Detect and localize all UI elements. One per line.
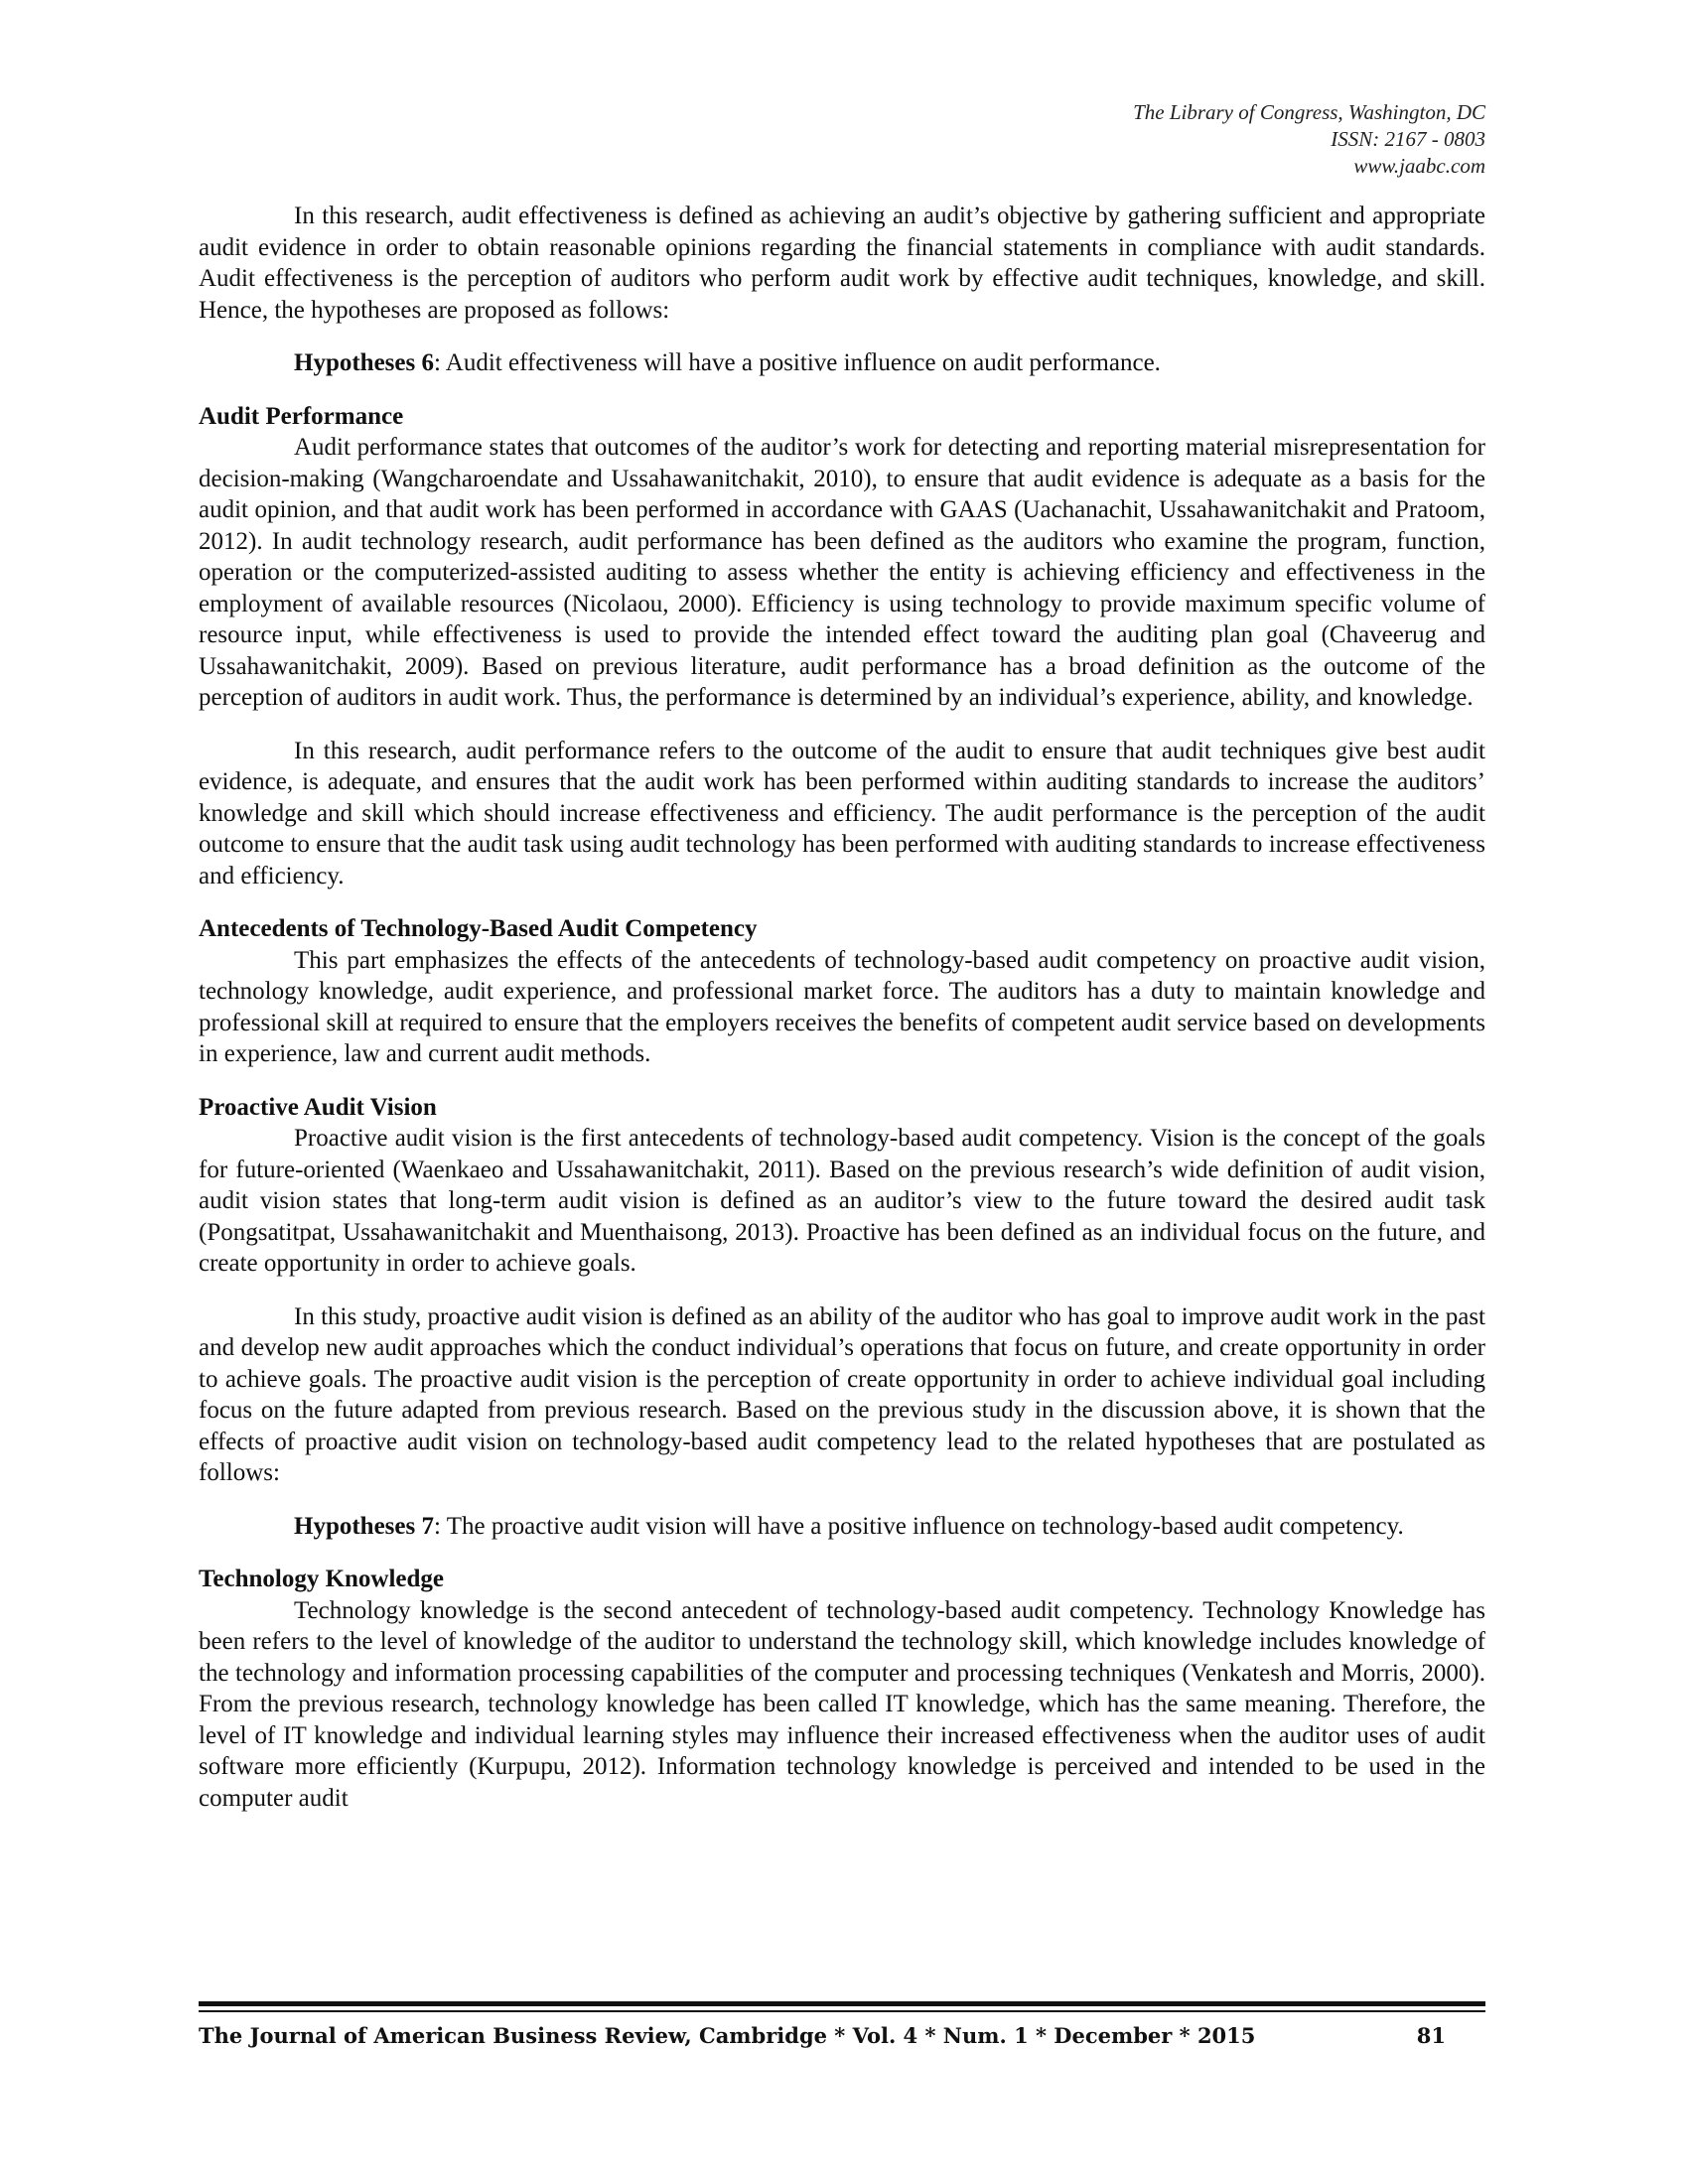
paragraph-audit-performance: Audit performance states that outcomes of the auditor’s work for detecting and reporting material misrepresentation for decision-making (Wangcharoendate and Ussahawanitchakit, 2010), to ensure that audit evidence is adequate as a basis for the audit opinion, and that audit work has been performed in accordance with GAAS (Uachanachit, Ussahawanitchakit and Pratoom, 2012). In audit technology research, audit performance has been defined as the auditors who examine the program, function, operation or the computerized-assisted auditing to assess whether the entity is achieving efficiency and effectiveness in the employment of available resources (Nicolaou, 2000). Efficiency is using technology to provide maximum specific volume of resource input, while effectiveness is used to provide the intended effect toward the auditing plan goal (Chaveerug and Ussahawanitchakit, 2009). Based on previous literature, audit performance has a broad definition as the outcome of the perception of auditors in audit work. Thus, the performance is determined by an individual’s experience, ability, and knowledge. <box>199 434 1485 711</box>
heading-audit-performance: Audit Performance <box>199 402 404 430</box>
heading-proactive-audit-vision: Proactive Audit Vision <box>199 1093 437 1121</box>
hypothesis-7 <box>199 1511 1485 1543</box>
paragraph-proactive-audit-vision: Proactive audit vision is the first antecedents of technology-based audit competency. Vision is the concept of the goals for future-oriented (Waenkaeo and Ussahawanitchakit, 2011). Based on the previous research’s wide definition of audit vision, audit vision states that long-term audit vision is defined as an auditor’s view to the future toward the desired audit task (Pongsatitpat, Ussahawanitchakit and Muenthaisong, 2013). Proactive has been defined as an individual focus on the future, and create opportunity in order to achieve goals. <box>199 1125 1485 1277</box>
hypothesis-7-text: : The proactive audit vision will have a positive influence on technology-based audit competency. <box>433 1512 1404 1540</box>
paragraph-audit-performance-research: In this research, audit performance refers to the outcome of the audit to ensure that audit techniques give best audit evidence, is adequate, and ensures that the audit work has been performed within auditing standards to increase the auditors’ knowledge and skill which should increase effectiveness and efficiency. The audit performance is the perception of the audit outcome to ensure that the audit task using audit technology has been performed with auditing standards to increase effectiveness and efficiency. <box>199 737 1485 889</box>
paragraph-antecedents: This part emphasizes the effects of the antecedents of technology-based audit competency on proactive audit vision, technology knowledge, audit experience, and professional market force. The auditors has a duty to maintain knowledge and professional skill at required to ensure that the employers receives the benefits of competent audit service based on developments in experience, law and current audit methods. <box>199 946 1485 1067</box>
footer-journal-citation: The Journal of American Business Review, Cambridge * Vol. 4 * Num. 1 * December * 2015 <box>199 2023 1256 2048</box>
hypothesis-6-label: Hypotheses 6 <box>294 349 434 376</box>
document-page <box>199 0 1485 2184</box>
article-body <box>199 201 1485 1814</box>
paragraph-technology-knowledge: Technology knowledge is the second antecedent of technology-based audit competency. Technology Knowledge has been refers to the level of knowledge of the auditor to understand the technology skill, which knowledge includes knowledge of the technology and information processing capabilities of the computer and processing techniques (Venkatesh and Morris, 2000). From the previous research, technology knowledge has been called IT knowledge, which has the same meaning. Therefore, the level of IT knowledge and individual learning styles may influence their increased effectiveness when the auditor uses of audit software more efficiently (Kurpupu, 2012). Information technology knowledge is perceived and intended to be used in the computer audit <box>199 1596 1485 1812</box>
paragraph-proactive-audit-vision-study: In this study, proactive audit vision is defined as an ability of the auditor who has goal to improve audit work in the past and develop new audit approaches which the conduct individual’s operations that focus on future, and create opportunity in order to achieve goals. The proactive audit vision is the perception of create opportunity in order to achieve individual goal including focus on the future adapted from previous research. Based on the previous study in the discussion above, it is shown that the effects of proactive audit vision on technology-based audit competency lead to the related hypotheses that are postulated as follows: <box>199 1302 1485 1486</box>
hypothesis-6-text: : Audit effectiveness will have a positive influence on audit performance. <box>433 349 1161 376</box>
page-footer <box>199 2021 1485 2051</box>
hypothesis-7-label: Hypotheses 7 <box>294 1512 434 1540</box>
hypothesis-6 <box>199 347 1485 379</box>
paragraph-audit-effectiveness-definition: In this research, audit effectiveness is defined as achieving an audit’s objective by gathering sufficient and appropriate audit evidence in order to obtain reasonable opinions regarding the financial statements in compliance with audit standards. Audit effectiveness is the perception of auditors who perform audit work by effective audit techniques, knowledge, and skill. Hence, the hypotheses are proposed as follows: <box>199 203 1485 324</box>
masthead-library-line: The Library of Congress, Washington, DC <box>1133 100 1485 124</box>
heading-technology-knowledge: Technology Knowledge <box>199 1566 445 1592</box>
masthead-website-link[interactable]: www.jaabc.com <box>1353 154 1485 178</box>
footer-rule-thick <box>199 2001 1485 2006</box>
journal-masthead <box>1133 99 1485 180</box>
footer-rule-thin <box>199 2010 1485 2012</box>
page-number: 81 <box>1416 2023 1446 2048</box>
heading-antecedents: Antecedents of Technology-Based Audit Competency <box>199 915 758 942</box>
masthead-issn-line: ISSN: 2167 - 0803 <box>1331 127 1485 151</box>
